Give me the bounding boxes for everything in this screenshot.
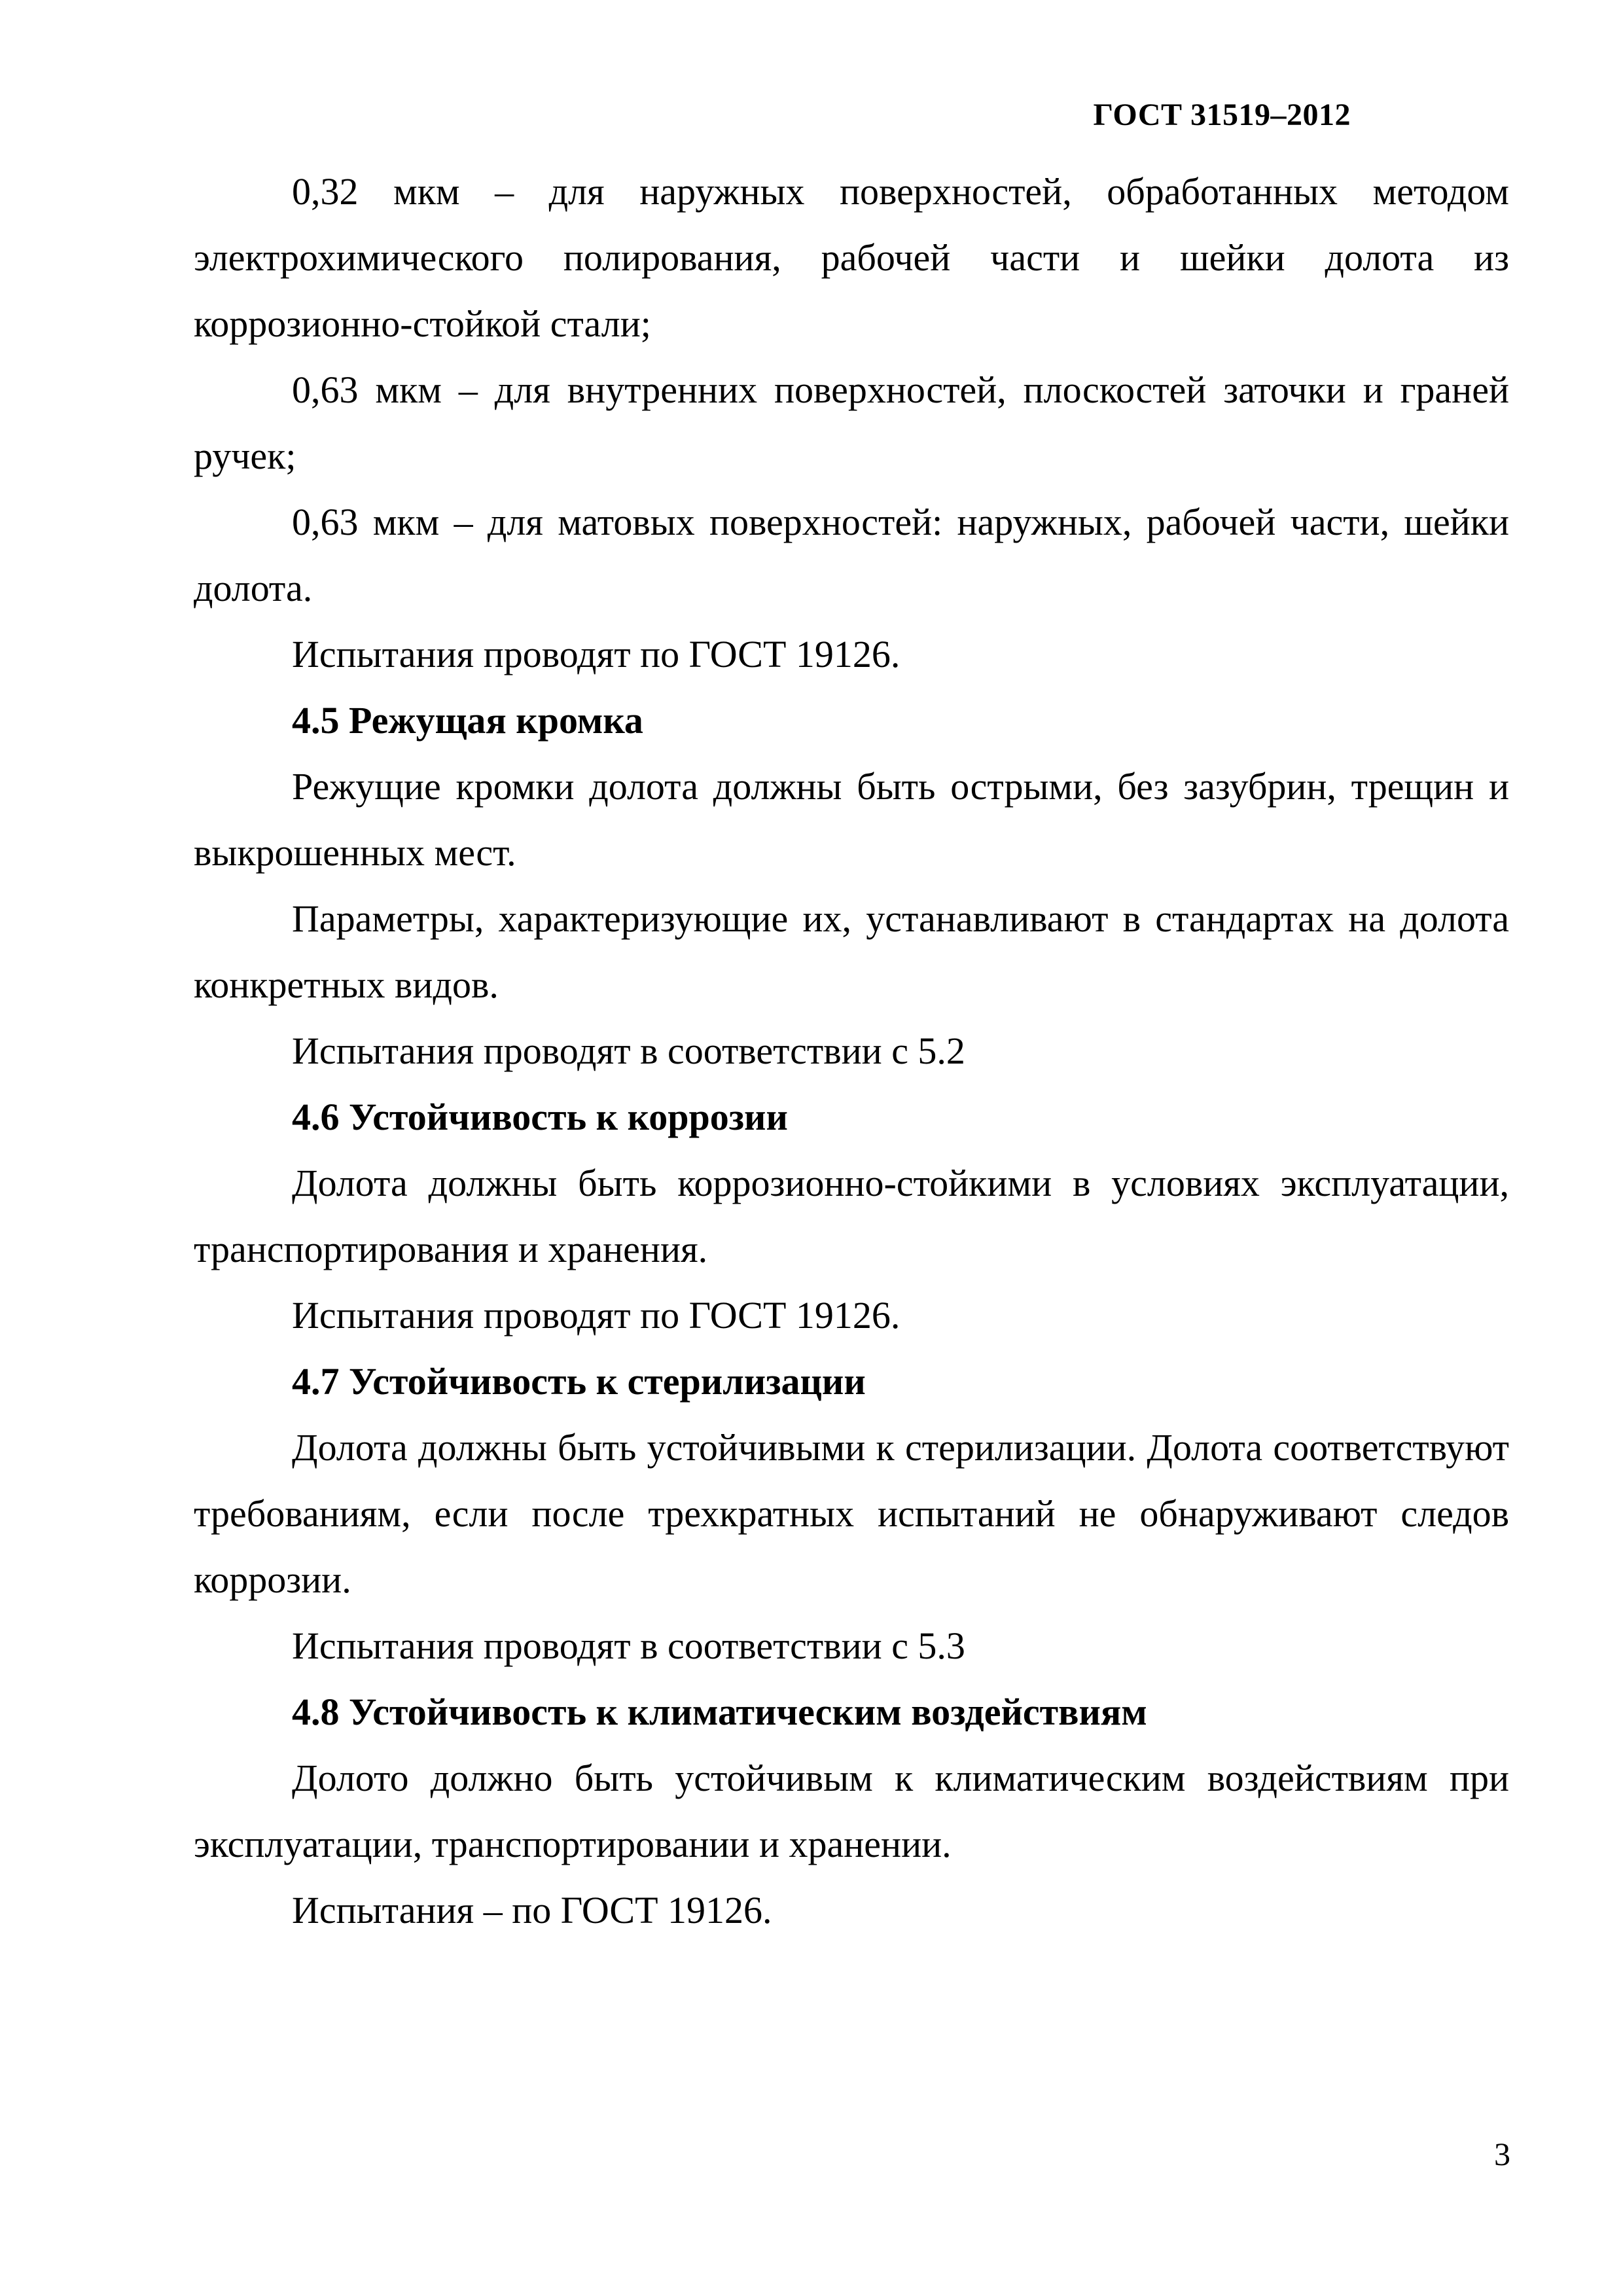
paragraph-test-reference: Испытания – по ГОСТ 19126.: [292, 1889, 772, 1931]
paragraph-test-reference: Испытания проводят в соответствии с 5.2: [292, 1030, 965, 1072]
paragraph-sterilization: Долота должны быть устойчивыми к стерилизации. Долота соответствуют требованиям, если после трехкратных испытаний не обнаруживают следов коррозии.: [194, 1426, 1509, 1601]
paragraph-parameters: Параметры, характеризующие их, устанавливают в стандартах на долота конкретных видов.: [194, 897, 1509, 1006]
paragraph-cutting-edges: Режущие кромки долота должны быть острыми, без зазубрин, трещин и выкрошенных мест.: [194, 765, 1509, 874]
section-heading-4-8: 4.8 Устойчивость к климатическим воздействиям: [292, 1691, 1147, 1733]
paragraph-test-reference: Испытания проводят по ГОСТ 19126.: [292, 1294, 901, 1336]
section-heading-4-5: 4.5 Режущая кромка: [292, 699, 643, 742]
paragraph-corrosion: Долота должны быть коррозионно-стойкими в условиях эксплуатации, транспортирования и хранения.: [194, 1162, 1509, 1270]
paragraph-test-reference: Испытания проводят в соответствии с 5.3: [292, 1624, 965, 1667]
section-heading-4-6: 4.6 Устойчивость к коррозии: [292, 1096, 788, 1138]
paragraph-roughness-063-internal: 0,63 мкм – для внутренних поверхностей, плоскостей заточки и граней ручек;: [194, 368, 1509, 477]
paragraph-roughness-063-matte: 0,63 мкм – для матовых поверхностей: наружных, рабочей части, шейки долота.: [194, 501, 1509, 609]
document-header: ГОСТ 31519–2012: [1093, 98, 1351, 132]
page-content: [194, 158, 1509, 1943]
paragraph-roughness-032: 0,32 мкм – для наружных поверхностей, обработанных методом электрохимического полирования, рабочей части и шейки долота из коррозионно-стойкой стали;: [194, 170, 1509, 345]
page-number: 3: [1494, 2136, 1510, 2172]
paragraph-climatic: Долото должно быть устойчивым к климатическим воздействиям при эксплуатации, транспортировании и хранении.: [194, 1757, 1509, 1865]
section-heading-4-7: 4.7 Устойчивость к стерилизации: [292, 1360, 866, 1403]
paragraph-test-reference: Испытания проводят по ГОСТ 19126.: [292, 633, 901, 675]
